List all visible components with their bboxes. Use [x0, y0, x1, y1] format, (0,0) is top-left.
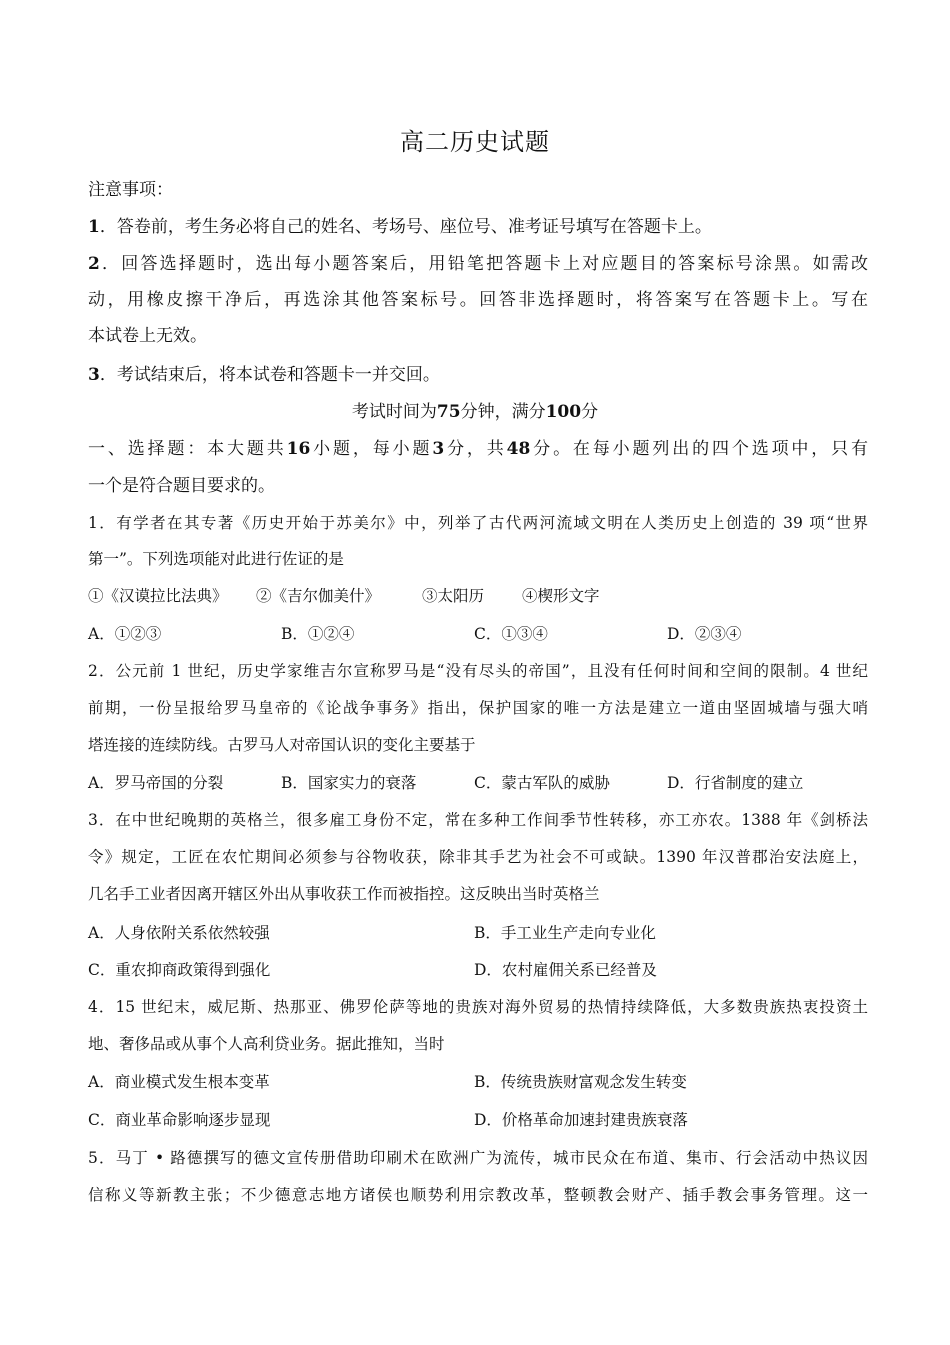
notice-item-number: 2: [88, 254, 100, 274]
notice-item-2: [88, 249, 868, 274]
question-3-option-a: A．人身依附关系依然较强: [88, 924, 270, 942]
question-1-text-line-2: 第一”。下列选项能对此进行佐证的是: [88, 550, 344, 568]
question-5-text-line-2: 信称义等新教主张；不少德意志地方诸侯也顺势利用宗教改革，整顿教会财产、插手教会事务管理。这一: [88, 1186, 868, 1204]
question-5-text: 5．马丁 • 路德撰写的德文宣传册借助印刷术在欧洲广为流传，城市民众在布道、集市、行会活动中热议因: [88, 1149, 868, 1167]
question-3-text-line-2: 令》规定，工匠在农忙期间必须参与谷物收获，除非其手艺为社会不可或缺。1390 年汉普郡治安法庭上，: [88, 848, 868, 866]
question-2-option-d: D．行省制度的建立: [667, 774, 804, 792]
question-3-option-d: D．农村雇佣关系已经普及: [474, 961, 657, 979]
notice-item-text: ．答卷前，考生务必将自己的姓名、考场号、座位号、准考证号填写在答题卡上。: [99, 217, 712, 237]
question-1-item-3: ③太阳历: [422, 587, 485, 605]
question-4-option-d: D．价格革命加速封建贵族衰落: [474, 1111, 688, 1129]
notice-item-1: [88, 212, 868, 237]
notice-item-number: 1: [88, 217, 100, 237]
question-2-option-a: A．罗马帝国的分裂: [88, 774, 224, 792]
question-1-option-d: D．②③④: [667, 625, 742, 643]
question-1-item-2: ②《吉尔伽美什》: [256, 587, 381, 605]
notice-item-number: 3: [88, 365, 100, 385]
question-1-item-4: ④楔形文字: [522, 587, 600, 605]
question-1-option-c: C．①③④: [474, 625, 548, 643]
question-4-option-c: C．商业革命影响逐步显现: [88, 1111, 271, 1129]
question-3-option-b: B．手工业生产走向专业化: [474, 924, 656, 942]
question-1-option-b: B．①②④: [281, 625, 355, 643]
question-2-option-c: C．蒙古军队的威胁: [474, 774, 610, 792]
exam-time-info: 考试时间为75分钟，满分100分: [351, 402, 599, 422]
notice-item-3: [88, 360, 868, 385]
question-4-option-b: B．传统贵族财富观念发生转变: [474, 1073, 687, 1091]
question-3-option-c: C．重农抑商政策得到强化: [88, 961, 271, 979]
question-2-text: 2．公元前 1 世纪，历史学家维吉尔宣称罗马是“没有尽头的帝国”，且没有任何时间和空间的限制。4 世纪: [88, 662, 868, 680]
notice-item-2-line-2: 动，用橡皮擦干净后，再选涂其他答案标号。回答非选择题时，将答案写在答题卡上。写在: [88, 290, 868, 310]
question-1-text: 1．有学者在其专著《历史开始于苏美尔》中，列举了古代两河流域文明在人类历史上创造的 39 项“世界: [88, 514, 868, 532]
question-4-text-line-2: 地、奢侈品或从事个人高利贷业务。据此推知，当时: [88, 1035, 445, 1053]
notice-item-2-line-3: 本试卷上无效。: [88, 326, 207, 346]
question-4-option-a: A．商业模式发生根本变革: [88, 1073, 270, 1091]
page-title: 高二历史试题: [400, 128, 550, 156]
question-2-text-line-2: 前期，一份呈报给罗马皇帝的《论战争事务》指出，保护国家的唯一方法是建立一道由坚固城墙与强大哨: [88, 699, 868, 717]
question-3-text: 3．在中世纪晚期的英格兰，很多雇工身份不定，常在多种工作间季节性转移，亦工亦农。1388 年《剑桥法: [88, 811, 868, 829]
question-2-text-line-3: 塔连接的连续防线。古罗马人对帝国认识的变化主要基于: [88, 736, 476, 754]
section-header: 一、选择题：本大题共16小题，每小题3分，共48分。在每小题列出的四个选项中，只有: [88, 439, 869, 459]
notice-item-text: ．考试结束后，将本试卷和答题卡一并交回。: [99, 365, 440, 385]
question-2-option-b: B．国家实力的衰落: [281, 774, 417, 792]
section-header-line-2: 一个是符合题目要求的。: [88, 476, 275, 496]
notice-heading: 注意事项：: [88, 180, 173, 200]
notice-item-text: ．回答选择题时，选出每小题答案后，用铅笔把答题卡上对应题目的答案标号涂黑。如需改: [99, 254, 868, 274]
question-1-item-1: ①《汉谟拉比法典》: [88, 587, 228, 605]
question-1-option-a: A．①②③: [88, 625, 162, 643]
question-3-text-line-3: 几名手工业者因离开辖区外出从事收获工作而被指控。这反映出当时英格兰: [88, 885, 600, 903]
question-4-text: 4．15 世纪末，威尼斯、热那亚、佛罗伦萨等地的贵族对海外贸易的热情持续降低，大多数贵族热衷投资土: [88, 998, 868, 1016]
